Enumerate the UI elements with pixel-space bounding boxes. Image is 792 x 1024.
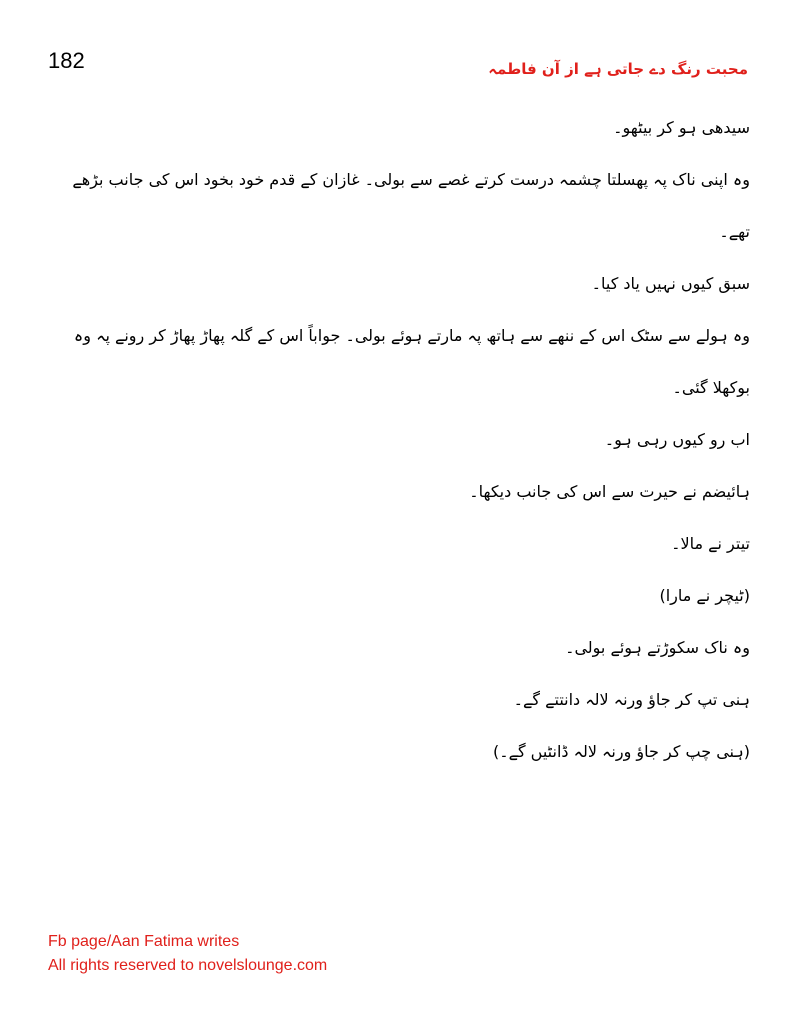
paragraph-4: وہ ہولے سے سٹک اس کے ننھے سے ہاتھ پہ مارتے ہوئے بولی۔ جواباً اس کے گلہ پھاڑ پھاڑ کر رونے پہ وہ بوکھلا گئی۔ xyxy=(73,326,750,397)
page-number: 182 xyxy=(48,48,85,73)
footer-rights: All rights reserved to novelslounge.com xyxy=(48,957,328,974)
paragraph-3: سبق کیوں نہیں یاد کیا۔ xyxy=(591,274,750,293)
paragraph-1: سیدھی ہو کر بیٹھو۔ xyxy=(613,118,750,137)
footer xyxy=(48,930,327,978)
paragraph-6: ہائیضم نے حیرت سے اس کی جانب دیکھا۔ xyxy=(469,482,750,501)
footer-fb-page: Fb page/Aan Fatima writes xyxy=(48,933,240,950)
paragraph-7: تیتر نے مالا۔ xyxy=(671,534,750,553)
paragraph-9: وہ ناک سکوڑتے ہوئے بولی۔ xyxy=(565,638,750,657)
paragraph-2: وہ اپنی ناک پہ پھسلتا چشمہ درست کرتے غصے سے بولی۔ غازان کے قدم خود بخود اس کی جانب بڑھے تھے۔ xyxy=(72,170,750,241)
paragraph-10: ہنی تپ کر جاؤ ورنہ لالہ دانتتے گے۔ xyxy=(513,690,750,709)
paragraph-11: (ہنی چپ کر جاؤ ورنہ لالہ ڈانٹیں گے۔) xyxy=(492,742,750,761)
body-text xyxy=(48,102,750,778)
paragraph-5: اب رو کیوں رہی ہو۔ xyxy=(604,430,750,449)
paragraph-8: (ٹیچر نے مارا) xyxy=(659,586,750,605)
header-title: محبت رنگ دے جاتی ہے از آن فاطمہ xyxy=(488,60,748,78)
